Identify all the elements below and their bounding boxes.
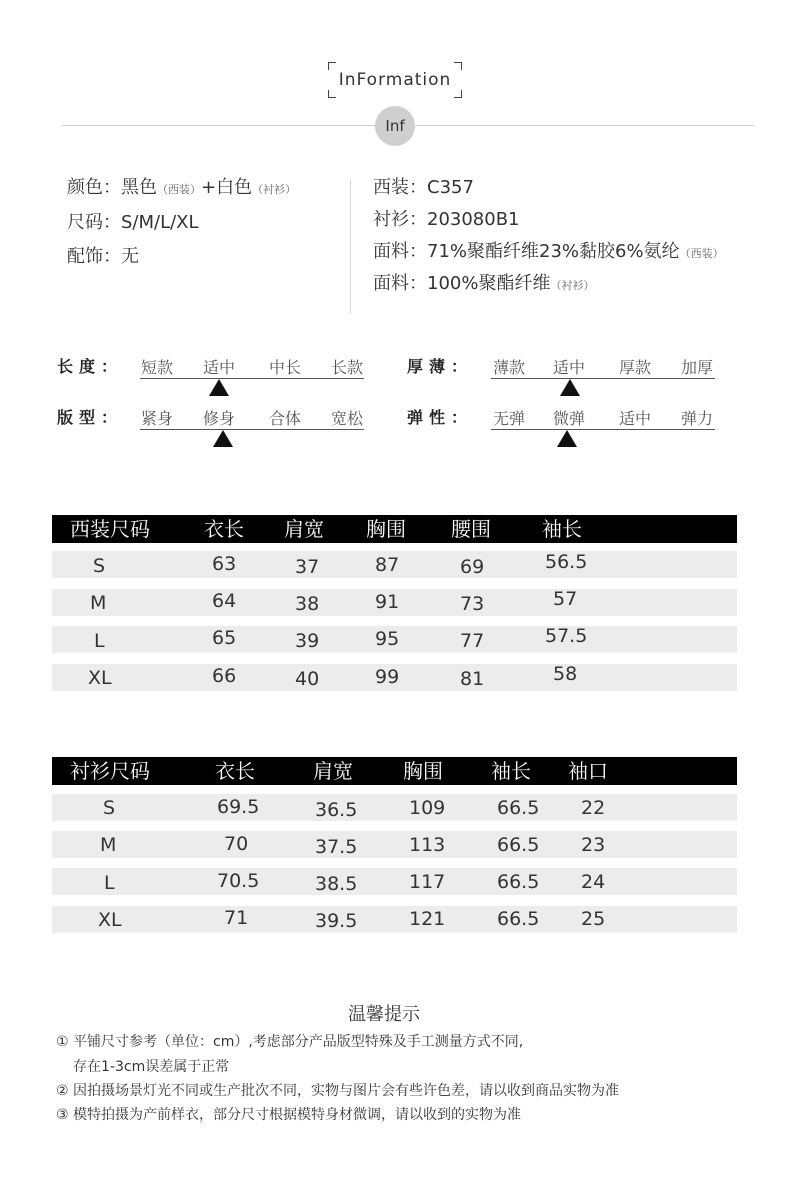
fabric-value: 71%聚酯纤维23%黏胶6%氨纶 bbox=[427, 241, 680, 262]
notes-title: 温馨提示 bbox=[348, 1004, 420, 1025]
table-row bbox=[52, 906, 737, 933]
table-cell: 73 bbox=[460, 593, 485, 615]
selected-marker bbox=[557, 430, 577, 447]
fabric-value: 100%聚酯纤维 bbox=[427, 273, 551, 294]
table-cell: 91 bbox=[375, 591, 400, 613]
accessory-value: 无 bbox=[121, 246, 139, 267]
table-cell: 39 bbox=[295, 630, 320, 652]
table-cell: 22 bbox=[581, 797, 606, 819]
fabric-note: （衬衫） bbox=[550, 279, 595, 292]
length-label: 长度： bbox=[57, 357, 124, 376]
info-divider bbox=[350, 180, 351, 314]
scale-option: 短款 bbox=[141, 358, 174, 377]
scale-option: 加厚 bbox=[681, 358, 714, 377]
color-row bbox=[67, 177, 296, 201]
accessory-row bbox=[67, 246, 139, 268]
scale-option: 微弹 bbox=[553, 409, 586, 428]
corner-bracket bbox=[328, 90, 336, 98]
size-row bbox=[67, 212, 199, 234]
color-value: 黑色 bbox=[121, 177, 157, 198]
note-item: ② 因拍摄场景灯光不同或生产批次不同，实物与图片会有些许色差，请以收到商品实物为准 bbox=[56, 1083, 619, 1099]
suit-code-row bbox=[373, 177, 474, 199]
column-header: 肩宽 bbox=[313, 759, 353, 783]
color-note-suit: （西装） bbox=[157, 183, 201, 196]
table-cell: 66.5 bbox=[497, 908, 540, 930]
scale-option: 修身 bbox=[203, 409, 236, 428]
table-row bbox=[52, 794, 737, 821]
table-cell: 66.5 bbox=[497, 834, 540, 856]
column-header: 袖长 bbox=[542, 517, 582, 541]
size-label: 尺码： bbox=[67, 212, 121, 233]
column-header: 西装尺码 bbox=[70, 517, 150, 541]
scale-option: 合体 bbox=[269, 409, 302, 428]
table-row bbox=[52, 868, 737, 895]
suit-code-label: 西装： bbox=[373, 177, 427, 198]
fabric-shirt-row bbox=[373, 273, 594, 297]
scale-option: 薄款 bbox=[493, 358, 526, 377]
scale-option: 厚款 bbox=[619, 358, 652, 377]
fabric-label: 面料： bbox=[373, 241, 427, 262]
note-item: 存在1-3cm误差属于正常 bbox=[73, 1059, 230, 1075]
column-header: 衬衫尺码 bbox=[70, 759, 150, 783]
table-cell: S bbox=[93, 555, 106, 577]
table-cell: 95 bbox=[375, 628, 400, 650]
table-cell: 36.5 bbox=[315, 799, 358, 821]
info-title-box bbox=[330, 64, 460, 96]
column-header: 衣长 bbox=[204, 517, 244, 541]
table-cell: 39.5 bbox=[315, 910, 358, 932]
corner-bracket bbox=[454, 62, 462, 70]
table-cell: 99 bbox=[375, 666, 400, 688]
info-title: InFormation bbox=[338, 70, 452, 90]
shirt-code-row bbox=[373, 209, 520, 231]
selected-marker bbox=[213, 430, 233, 447]
table-cell: 40 bbox=[295, 668, 320, 690]
shirt-table-header bbox=[52, 757, 737, 785]
table-cell: 71 bbox=[224, 907, 249, 929]
table-cell: 113 bbox=[409, 834, 446, 856]
scale-option: 无弹 bbox=[493, 409, 526, 428]
table-cell: 66.5 bbox=[497, 871, 540, 893]
inf-badge: Inf bbox=[375, 106, 415, 146]
scale-line bbox=[491, 429, 715, 430]
corner-bracket bbox=[454, 90, 462, 98]
table-cell: XL bbox=[98, 909, 122, 931]
suit-code-value: C357 bbox=[427, 177, 474, 198]
table-cell: 63 bbox=[212, 553, 237, 575]
fabric-note: （西装） bbox=[679, 247, 724, 260]
selected-marker bbox=[560, 379, 580, 396]
table-cell: L bbox=[104, 872, 115, 894]
table-cell: 69.5 bbox=[217, 796, 260, 818]
table-cell: 64 bbox=[212, 590, 237, 612]
suit-table-header bbox=[52, 515, 737, 543]
scale-option: 长款 bbox=[331, 358, 364, 377]
table-cell: L bbox=[94, 630, 105, 652]
elasticity-label: 弹性： bbox=[407, 408, 474, 427]
column-header: 袖口 bbox=[568, 759, 608, 783]
table-cell: 117 bbox=[409, 871, 446, 893]
table-cell: M bbox=[90, 592, 107, 614]
note-item: ① 平铺尺寸参考（单位：cm）,考虑部分产品版型特殊及手工测量方式不同, bbox=[56, 1034, 524, 1050]
scale-option: 适中 bbox=[553, 358, 586, 377]
table-cell: 77 bbox=[460, 630, 485, 652]
scale-option: 适中 bbox=[619, 409, 652, 428]
column-header: 衣长 bbox=[215, 759, 255, 783]
scale-line bbox=[140, 429, 364, 430]
thickness-label: 厚薄： bbox=[407, 357, 474, 376]
note-item: ③ 模特拍摄为产前样衣，部分尺寸根据模特身材微调，请以收到的实物为准 bbox=[56, 1107, 521, 1123]
column-header: 袖长 bbox=[491, 759, 531, 783]
table-cell: 58 bbox=[553, 663, 578, 685]
column-header: 肩宽 bbox=[284, 517, 324, 541]
scale-option: 紧身 bbox=[141, 409, 174, 428]
table-cell: XL bbox=[88, 667, 112, 689]
table-cell: M bbox=[100, 834, 117, 856]
color-label: 颜色： bbox=[67, 177, 121, 198]
column-header: 胸围 bbox=[403, 759, 443, 783]
scale-option: 弹力 bbox=[681, 409, 714, 428]
fit-label: 版型： bbox=[57, 408, 124, 427]
table-cell: 109 bbox=[409, 797, 446, 819]
table-cell: 37.5 bbox=[315, 836, 358, 858]
scale-line bbox=[491, 378, 715, 379]
corner-bracket bbox=[328, 62, 336, 70]
column-header: 腰围 bbox=[451, 517, 491, 541]
fabric-label: 面料： bbox=[373, 273, 427, 294]
table-cell: 121 bbox=[409, 908, 446, 930]
scale-option: 宽松 bbox=[331, 409, 364, 428]
table-cell: 38 bbox=[295, 593, 320, 615]
selected-marker bbox=[209, 379, 229, 396]
table-cell: 87 bbox=[375, 554, 400, 576]
scale-option: 适中 bbox=[203, 358, 236, 377]
column-header: 胸围 bbox=[366, 517, 406, 541]
table-cell: S bbox=[103, 797, 116, 819]
table-cell: 65 bbox=[212, 627, 237, 649]
color-note-shirt: （衬衫） bbox=[252, 183, 297, 196]
table-cell: 38.5 bbox=[315, 873, 358, 895]
scale-option: 中长 bbox=[269, 358, 302, 377]
color-value-2: +白色 bbox=[201, 177, 253, 198]
table-cell: 57.5 bbox=[545, 625, 588, 647]
table-cell: 69 bbox=[460, 556, 485, 578]
table-cell: 25 bbox=[581, 908, 606, 930]
table-cell: 66 bbox=[212, 665, 237, 687]
table-row bbox=[52, 831, 737, 858]
shirt-code-label: 衬衫： bbox=[373, 209, 427, 230]
table-cell: 66.5 bbox=[497, 797, 540, 819]
size-value: S/M/L/XL bbox=[121, 212, 199, 233]
table-cell: 70.5 bbox=[217, 870, 260, 892]
table-cell: 57 bbox=[553, 588, 578, 610]
accessory-label: 配饰： bbox=[67, 246, 121, 267]
scale-line bbox=[140, 378, 364, 379]
fabric-suit-row bbox=[373, 241, 724, 265]
table-cell: 23 bbox=[581, 834, 606, 856]
table-cell: 70 bbox=[224, 833, 249, 855]
shirt-code-value: 203080B1 bbox=[427, 209, 520, 230]
table-cell: 37 bbox=[295, 556, 320, 578]
table-cell: 81 bbox=[460, 668, 485, 690]
table-cell: 56.5 bbox=[545, 551, 588, 573]
table-cell: 24 bbox=[581, 871, 606, 893]
